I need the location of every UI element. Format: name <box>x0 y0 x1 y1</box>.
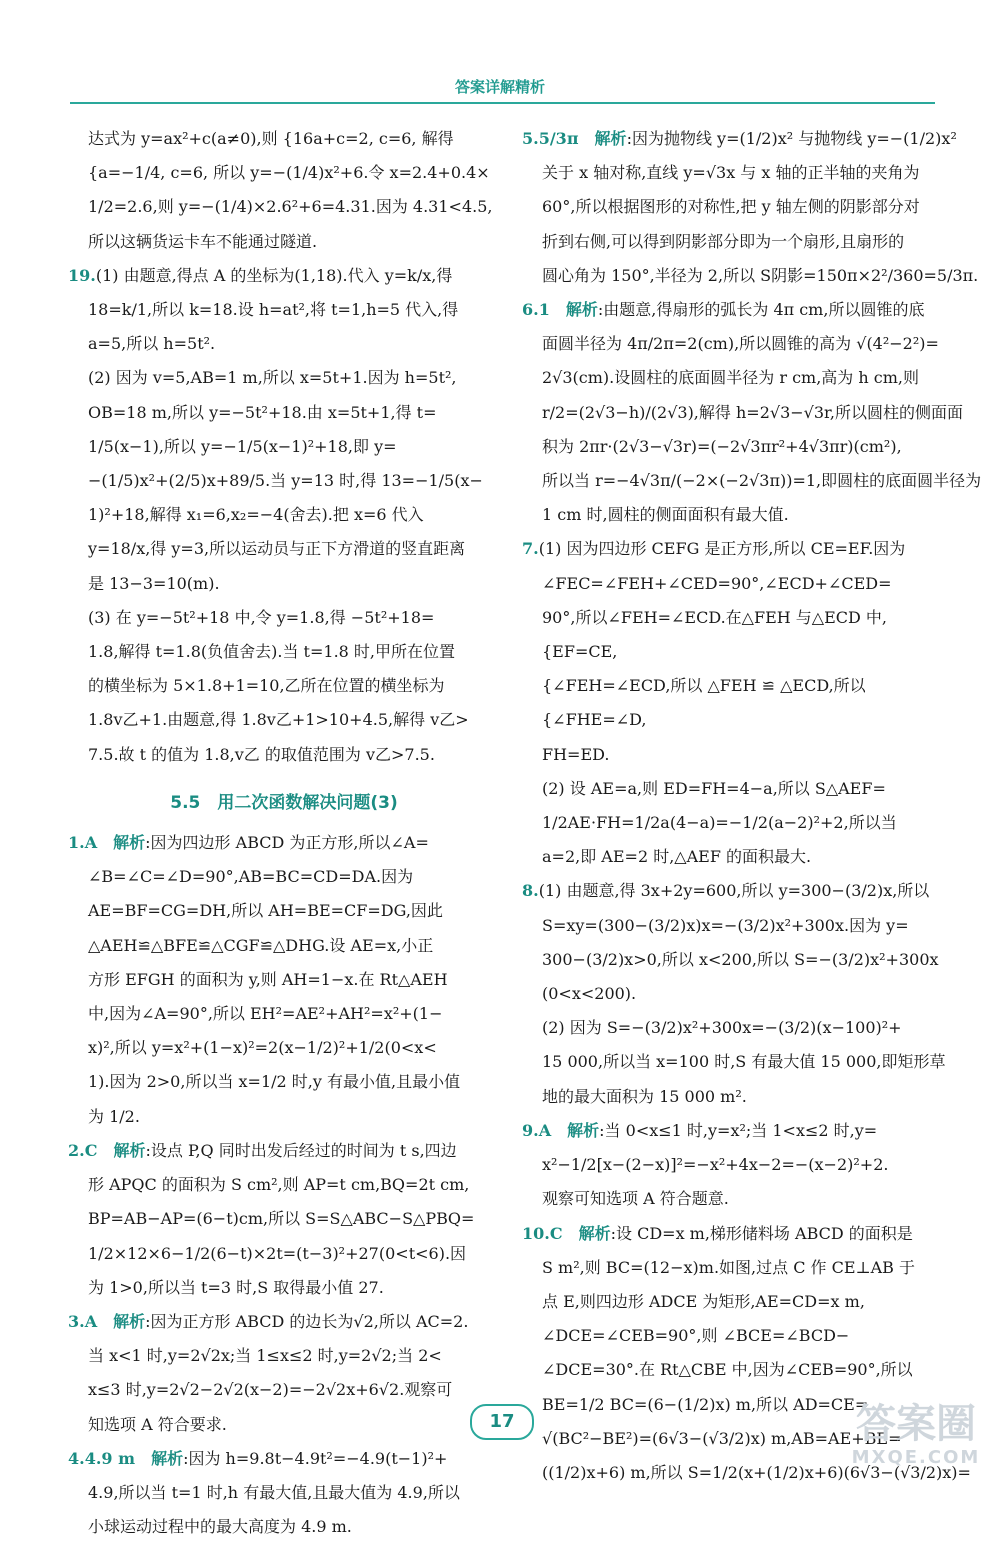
answer-choice: A <box>84 1311 98 1331</box>
text-line: 为 1>0,所以当 t=3 时,S 取得最小值 27. <box>88 1277 384 1297</box>
answer-choice: A <box>538 1120 552 1140</box>
text-line: 1/2=2.6,则 y=−(1/4)×2.6²+6=4.31.因为 4.31<4.5, <box>88 197 493 217</box>
question-number: 7. <box>522 539 539 559</box>
text-line: ∠DCE=∠CEB=90°,则 ∠BCE=∠BCD− <box>542 1326 850 1346</box>
text-line: 2√3(cm).设圆柱的底面圆半径为 r cm,高为 h cm,则 <box>542 368 919 388</box>
text-line: r/2=(2√3−h)/(2√3),解得 h=2√3−√3r,所以圆柱的侧面面 <box>542 402 964 422</box>
text-line: {∠FEH=∠ECD,所以 △FEH ≌ △ECD,所以 <box>542 676 866 696</box>
question-number: 8. <box>522 881 539 901</box>
question-number: 1. <box>68 833 85 853</box>
text-line: S=xy=(300−(3/2)x)x=−(3/2)x²+300x.因为 y= <box>542 915 909 935</box>
text-line: 为 1/2. <box>88 1106 140 1126</box>
text-line: 1).因为 2>0,所以当 x=1/2 时,y 有最小值,且最小值 <box>88 1072 461 1092</box>
text-line: BP=AB−AP=(6−t)cm,所以 S=S△ABC−S△PBQ= <box>88 1209 475 1229</box>
text-line: 当 x<1 时,y=2√2x;当 1≤x≤2 时,y=2√2;当 2< <box>88 1346 442 1366</box>
answer-choice: 4.9 m <box>84 1448 136 1468</box>
text-line: 15 000,所以当 x=100 时,S 有最大值 15 000,即矩形草 <box>542 1052 946 1072</box>
watermark-text: 答案圈 <box>856 1401 976 1447</box>
text-line: x²−1/2[x−(2−x)]²=−x²+4x−2=−(x−2)²+2. <box>542 1155 889 1175</box>
question-number: 2. <box>68 1140 85 1160</box>
text-line: x)²,所以 y=x²+(1−x)²=2(x−1/2)²+1/2(0<x< <box>88 1038 437 1058</box>
question-7-line: 7.(1) 因为四边形 CEFG 是正方形,所以 CE=EF.因为 <box>522 539 906 559</box>
text-line: 1/2AE·FH=1/2a(4−a)=−1/2(a−2)²+2,所以当 <box>542 813 897 833</box>
text-line: △AEH≌△BFE≌△CGF≌△DHG.设 AE=x,小正 <box>88 935 434 955</box>
watermark-url: MXQE.COM <box>851 1447 981 1468</box>
text-line: y=18/x,得 y=3,所以运动员与正下方滑道的竖直距离 <box>88 539 466 559</box>
text-line: x≤3 时,y=2√2−2√2(x−2)=−2√2x+6√2.观察可 <box>88 1380 453 1400</box>
text-line: 所以这辆货运卡车不能通过隧道. <box>88 231 318 251</box>
text-line: ∠FEC=∠FEH+∠CED=90°,∠ECD+∠CED= <box>542 573 892 593</box>
text-line: 1)²+18,解得 x₁=6,x₂=−4(舍去).把 x=6 代入 <box>88 505 424 525</box>
text-line: 方形 EFGH 的面积为 y,则 AH=1−x.在 Rt△AEH <box>88 969 448 989</box>
text-line: 关于 x 轴对称,直线 y=√3x 与 x 轴的正半轴的夹角为 <box>542 163 920 183</box>
text-line: a=2,即 AE=2 时,△AEF 的面积最大. <box>542 847 812 867</box>
watermark-logo <box>836 1402 996 1478</box>
question-9-line: 9.A 解析:当 0<x≤1 时,y=x²;当 1<x≤2 时,y= <box>522 1120 878 1140</box>
text-line: 所以当 r=−4√3π/(−2×(−2√3π))=1,即圆柱的底面圆半径为 <box>542 471 982 491</box>
text-line: 18=k/1,所以 k=18.设 h=at²,将 t=1,h=5 代入,得 <box>88 300 459 320</box>
text-line: ((1/2)x+6) m,所以 S=1/2(x+(1/2)x+6)(6√3−(√3/2)x)= <box>542 1462 971 1482</box>
header-title: 答案详解精析 <box>454 78 545 96</box>
text-line: (2) 因为 S=−(3/2)x²+300x=−(3/2)(x−100)²+ <box>542 1018 902 1038</box>
text-line: 折到右侧,可以得到阴影部分即为一个扇形,且扇形的 <box>542 231 905 251</box>
text-line: 60°,所以根据图形的对称性,把 y 轴左侧的阴影部分对 <box>542 197 920 217</box>
text-line: (2) 设 AE=a,则 ED=FH=4−a,所以 S△AEF= <box>542 778 886 798</box>
text-line: ∠B=∠C=∠D=90°,AB=BC=CD=DA.因为 <box>88 867 414 887</box>
question-number: 5. <box>522 129 539 148</box>
text-line: 积为 2πr·(2√3−√3r)=(−2√3πr²+4√3πr)(cm²), <box>542 436 902 456</box>
right-column <box>522 122 982 1490</box>
question-8-line: 8.(1) 由题意,得 3x+2y=600,所以 y=300−(3/2)x,所以 <box>522 881 930 901</box>
text-line: 达式为 y=ax²+c(a≠0),则 {16a+c=2, c=6, 解得 <box>88 129 454 148</box>
question-number: 4. <box>68 1448 85 1468</box>
question-5-line: 5.5/3π 解析:因为抛物线 y=(1/2)x² 与抛物线 y=−(1/2)x² <box>522 129 957 148</box>
answer-choice: A <box>84 833 98 853</box>
text-line: 是 13−3=10(m). <box>88 573 220 593</box>
question-19-line: 19.(1) 由题意,得点 A 的坐标为(1,18).代入 y=k/x,得 <box>68 265 453 285</box>
text-line: 形 APQC 的面积为 S cm²,则 AP=t cm,BQ=2t cm, <box>88 1175 470 1195</box>
text-line: AE=BF=CG=DH,所以 AH=BE=CF=DG,因此 <box>88 901 443 921</box>
text-line: 的横坐标为 5×1.8+1=10,乙所在位置的横坐标为 <box>88 676 445 696</box>
question-10-line: 10.C 解析:设 CD=x m,梯形储料场 ABCD 的面积是 <box>522 1223 913 1243</box>
text-line: 4.9,所以当 t=1 时,h 有最大值,且最大值为 4.9,所以 <box>88 1482 460 1502</box>
text-line: BE=1/2 BC=(6−(1/2)x) m,所以 AD=CE= <box>542 1394 869 1414</box>
text-line: 1/2×12×6−1/2(6−t)×2t=(t−3)²+27(0<t<6).因 <box>88 1243 467 1263</box>
text-line: 中,因为∠A=90°,所以 EH²=AE²+AH²=x²+(1− <box>88 1004 443 1024</box>
text-line: −(1/5)x²+(2/5)x+89/5.当 y=13 时,得 13=−1/5(x− <box>88 471 483 491</box>
analysis-label: 解析 <box>578 1223 611 1243</box>
text-line: 点 E,则四边形 ADCE 为矩形,AE=CD=x m, <box>542 1291 865 1311</box>
analysis-label: 解析 <box>151 1448 184 1468</box>
text-line: 知选项 A 符合要求. <box>88 1414 227 1434</box>
header-divider <box>70 102 935 104</box>
answer-choice: C <box>549 1223 563 1243</box>
analysis-label: 解析 <box>565 300 598 320</box>
question-3-line: 3.A 解析:因为正方形 ABCD 的边长为√2,所以 AC=2. <box>68 1311 469 1331</box>
text-line: 90°,所以∠FEH=∠ECD.在△FEH 与△ECD 中, <box>542 607 888 627</box>
question-number: 3. <box>68 1311 85 1331</box>
answer-choice: 1 <box>538 300 550 320</box>
text-line: 面圆半径为 4π/2π=2(cm),所以圆锥的高为 √(4²−2²)= <box>542 334 939 354</box>
text-line: (3) 在 y=−5t²+18 中,令 y=1.8,得 −5t²+18= <box>88 607 435 627</box>
question-number: 6. <box>522 300 539 320</box>
text-line: S m²,则 BC=(12−x)m.如图,过点 C 作 CE⊥AB 于 <box>542 1257 915 1277</box>
text-line: 观察可知选项 A 符合题意. <box>542 1189 729 1209</box>
question-number: 10. <box>522 1223 550 1243</box>
text-line: {a=−1/4, c=6, 所以 y=−(1/4)x²+6.令 x=2.4+0.4× <box>88 163 490 183</box>
left-column <box>68 122 493 1544</box>
text-line: 地的最大面积为 15 000 m². <box>542 1086 747 1106</box>
text-line: 1/5(x−1),所以 y=−1/5(x−1)²+18,即 y= <box>88 436 397 456</box>
text-line: 1.8,解得 t=1.8(负值舍去).当 t=1.8 时,甲所在位置 <box>88 642 456 662</box>
analysis-label: 解析 <box>113 833 146 853</box>
text-line: {EF=CE, <box>542 642 618 662</box>
text-line: {∠FHE=∠D, <box>542 710 647 730</box>
text-line: 圆心角为 150°,半径为 2,所以 S阴影=150π×2²/360=5/3π. <box>542 265 979 285</box>
question-4-line: 4.4.9 m 解析:因为 h=9.8t−4.9t²=−4.9(t−1)²+ <box>68 1448 448 1468</box>
text-line: OB=18 m,所以 y=−5t²+18.由 x=5t+1,得 t= <box>88 402 437 422</box>
answer-choice: 5/3π <box>538 129 579 148</box>
text-line: (2) 因为 v=5,AB=1 m,所以 x=5t+1.因为 h=5t², <box>88 368 457 388</box>
text-line: 1.8v乙+1.由题意,得 1.8v乙+1>10+4.5,解得 v乙> <box>88 710 469 730</box>
analysis-label: 解析 <box>113 1140 146 1160</box>
analysis-label: 解析 <box>567 1120 600 1140</box>
section-heading: 5.5 用二次函数解决问题(3) <box>170 792 398 813</box>
question-6-line: 6.1 解析:由题意,得扇形的弧长为 4π cm,所以圆锥的底 <box>522 300 925 320</box>
text-line: 1 cm 时,圆柱的侧面面积有最大值. <box>542 505 789 525</box>
text-line: FH=ED. <box>542 744 610 764</box>
text-line: ∠DCE=30°.在 Rt△CBE 中,因为∠CEB=90°,所以 <box>542 1360 913 1380</box>
question-number: 9. <box>522 1120 539 1140</box>
text-line: 小球运动过程中的最大高度为 4.9 m. <box>88 1517 352 1537</box>
text-line: √(BC²−BE²)=(6√3−(√3/2)x) m,AB=AE+BE= <box>542 1428 902 1448</box>
text-line: 7.5.故 t 的值为 1.8,v乙 的取值范围为 v乙>7.5. <box>88 744 435 764</box>
analysis-label: 解析 <box>594 129 627 148</box>
text-line: a=5,所以 h=5t². <box>88 334 216 354</box>
text-line: 300−(3/2)x>0,所以 x<200,所以 S=−(3/2)x²+300x <box>542 949 939 969</box>
text-line: (0<x<200). <box>542 984 637 1004</box>
page-number: 17 <box>470 1404 534 1440</box>
analysis-label: 解析 <box>113 1311 146 1331</box>
answer-choice: C <box>84 1140 98 1160</box>
question-1-line: 1.A 解析:因为四边形 ABCD 为正方形,所以∠A= <box>68 833 429 853</box>
question-number: 19. <box>68 265 96 285</box>
question-2-line: 2.C 解析:设点 P,Q 同时出发后经过的时间为 t s,四边 <box>68 1140 457 1160</box>
